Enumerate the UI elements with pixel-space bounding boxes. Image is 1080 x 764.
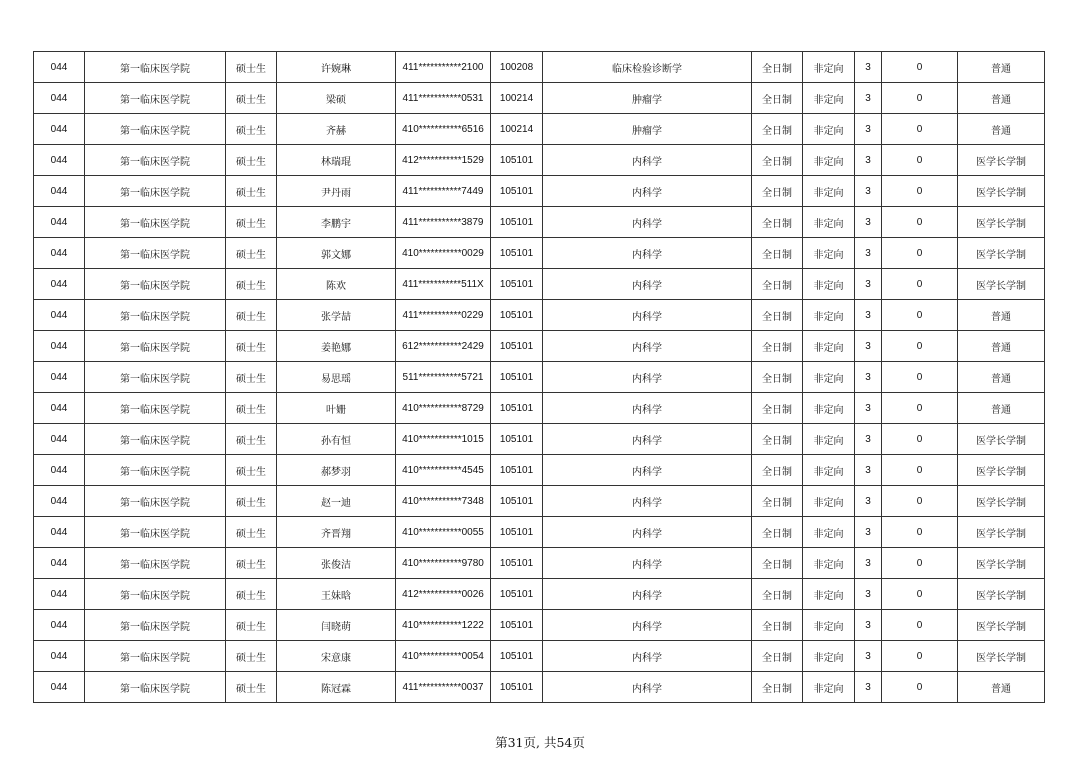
major-code-cell: 100214 bbox=[491, 83, 543, 114]
duration-cell: 3 bbox=[855, 610, 882, 641]
id-number-cell: 410***********0054 bbox=[396, 641, 491, 672]
duration-cell: 3 bbox=[855, 362, 882, 393]
orientation-cell: 非定向 bbox=[803, 114, 855, 145]
major-code-cell: 105101 bbox=[491, 362, 543, 393]
duration-cell: 3 bbox=[855, 486, 882, 517]
major-code-cell: 105101 bbox=[491, 548, 543, 579]
id-number-cell: 411***********0037 bbox=[396, 672, 491, 703]
major-name-cell: 肿瘤学 bbox=[543, 83, 752, 114]
degree-level-cell: 硕士生 bbox=[226, 362, 277, 393]
duration-cell: 3 bbox=[855, 579, 882, 610]
id-number-cell: 410***********0055 bbox=[396, 517, 491, 548]
major-code-cell: 105101 bbox=[491, 207, 543, 238]
id-number-cell: 411***********3879 bbox=[396, 207, 491, 238]
table-row bbox=[34, 486, 1045, 517]
student-name-cell: 张学喆 bbox=[277, 300, 396, 331]
duration-cell: 3 bbox=[855, 176, 882, 207]
table-row bbox=[34, 424, 1045, 455]
degree-level-cell: 硕士生 bbox=[226, 207, 277, 238]
student-name-cell: 齐晋翔 bbox=[277, 517, 396, 548]
college-code-cell: 044 bbox=[34, 176, 85, 207]
student-name-cell: 李鹏宇 bbox=[277, 207, 396, 238]
fee-cell: 0 bbox=[882, 238, 958, 269]
college-code-cell: 044 bbox=[34, 207, 85, 238]
duration-cell: 3 bbox=[855, 83, 882, 114]
degree-level-cell: 硕士生 bbox=[226, 672, 277, 703]
id-number-cell: 412***********0026 bbox=[396, 579, 491, 610]
major-code-cell: 105101 bbox=[491, 517, 543, 548]
table-row bbox=[34, 238, 1045, 269]
college-name-cell: 第一临床医学院 bbox=[85, 579, 226, 610]
student-name-cell: 尹丹雨 bbox=[277, 176, 396, 207]
table-row bbox=[34, 672, 1045, 703]
category-cell: 医学长学制 bbox=[958, 486, 1045, 517]
id-number-cell: 410***********1015 bbox=[396, 424, 491, 455]
id-number-cell: 410***********8729 bbox=[396, 393, 491, 424]
document-sheet bbox=[33, 51, 1044, 703]
college-code-cell: 044 bbox=[34, 548, 85, 579]
category-cell: 普通 bbox=[958, 114, 1045, 145]
degree-level-cell: 硕士生 bbox=[226, 579, 277, 610]
id-number-cell: 410***********4545 bbox=[396, 455, 491, 486]
fee-cell: 0 bbox=[882, 455, 958, 486]
student-name-cell: 王妹晗 bbox=[277, 579, 396, 610]
orientation-cell: 非定向 bbox=[803, 641, 855, 672]
duration-cell: 3 bbox=[855, 672, 882, 703]
major-code-cell: 100208 bbox=[491, 52, 543, 83]
college-code-cell: 044 bbox=[34, 672, 85, 703]
college-code-cell: 044 bbox=[34, 269, 85, 300]
major-name-cell: 内科学 bbox=[543, 300, 752, 331]
orientation-cell: 非定向 bbox=[803, 300, 855, 331]
college-name-cell: 第一临床医学院 bbox=[85, 517, 226, 548]
major-name-cell: 临床检验诊断学 bbox=[543, 52, 752, 83]
category-cell: 医学长学制 bbox=[958, 176, 1045, 207]
orientation-cell: 非定向 bbox=[803, 207, 855, 238]
category-cell: 普通 bbox=[958, 393, 1045, 424]
orientation-cell: 非定向 bbox=[803, 145, 855, 176]
major-code-cell: 105101 bbox=[491, 176, 543, 207]
roster-body bbox=[34, 52, 1045, 703]
id-number-cell: 511***********5721 bbox=[396, 362, 491, 393]
fee-cell: 0 bbox=[882, 114, 958, 145]
category-cell: 普通 bbox=[958, 672, 1045, 703]
college-code-cell: 044 bbox=[34, 52, 85, 83]
table-row bbox=[34, 114, 1045, 145]
category-cell: 医学长学制 bbox=[958, 610, 1045, 641]
category-cell: 普通 bbox=[958, 52, 1045, 83]
id-number-cell: 411***********7449 bbox=[396, 176, 491, 207]
degree-level-cell: 硕士生 bbox=[226, 331, 277, 362]
college-code-cell: 044 bbox=[34, 641, 85, 672]
college-name-cell: 第一临床医学院 bbox=[85, 362, 226, 393]
study-mode-cell: 全日制 bbox=[752, 269, 803, 300]
table-row bbox=[34, 300, 1045, 331]
orientation-cell: 非定向 bbox=[803, 362, 855, 393]
category-cell: 普通 bbox=[958, 83, 1045, 114]
study-mode-cell: 全日制 bbox=[752, 362, 803, 393]
major-name-cell: 内科学 bbox=[543, 455, 752, 486]
student-name-cell: 赵一迪 bbox=[277, 486, 396, 517]
table-row bbox=[34, 641, 1045, 672]
table-row bbox=[34, 579, 1045, 610]
orientation-cell: 非定向 bbox=[803, 672, 855, 703]
major-name-cell: 内科学 bbox=[543, 641, 752, 672]
student-name-cell: 闫晓萌 bbox=[277, 610, 396, 641]
degree-level-cell: 硕士生 bbox=[226, 424, 277, 455]
orientation-cell: 非定向 bbox=[803, 424, 855, 455]
major-name-cell: 内科学 bbox=[543, 176, 752, 207]
study-mode-cell: 全日制 bbox=[752, 145, 803, 176]
degree-level-cell: 硕士生 bbox=[226, 610, 277, 641]
table-row bbox=[34, 393, 1045, 424]
degree-level-cell: 硕士生 bbox=[226, 176, 277, 207]
degree-level-cell: 硕士生 bbox=[226, 300, 277, 331]
category-cell: 医学长学制 bbox=[958, 207, 1045, 238]
student-name-cell: 叶姗 bbox=[277, 393, 396, 424]
student-name-cell: 郭文娜 bbox=[277, 238, 396, 269]
college-name-cell: 第一临床医学院 bbox=[85, 207, 226, 238]
major-name-cell: 肿瘤学 bbox=[543, 114, 752, 145]
degree-level-cell: 硕士生 bbox=[226, 52, 277, 83]
table-row bbox=[34, 269, 1045, 300]
fee-cell: 0 bbox=[882, 641, 958, 672]
degree-level-cell: 硕士生 bbox=[226, 548, 277, 579]
college-name-cell: 第一临床医学院 bbox=[85, 672, 226, 703]
id-number-cell: 410***********1222 bbox=[396, 610, 491, 641]
category-cell: 医学长学制 bbox=[958, 145, 1045, 176]
fee-cell: 0 bbox=[882, 145, 958, 176]
study-mode-cell: 全日制 bbox=[752, 331, 803, 362]
table-row bbox=[34, 331, 1045, 362]
table-row bbox=[34, 52, 1045, 83]
college-code-cell: 044 bbox=[34, 579, 85, 610]
major-name-cell: 内科学 bbox=[543, 424, 752, 455]
major-code-cell: 105101 bbox=[491, 238, 543, 269]
college-code-cell: 044 bbox=[34, 424, 85, 455]
college-code-cell: 044 bbox=[34, 145, 85, 176]
table-row bbox=[34, 517, 1045, 548]
study-mode-cell: 全日制 bbox=[752, 207, 803, 238]
table-row bbox=[34, 610, 1045, 641]
id-number-cell: 411***********511X bbox=[396, 269, 491, 300]
id-number-cell: 612***********2429 bbox=[396, 331, 491, 362]
major-name-cell: 内科学 bbox=[543, 331, 752, 362]
major-name-cell: 内科学 bbox=[543, 486, 752, 517]
student-name-cell: 郝梦羽 bbox=[277, 455, 396, 486]
duration-cell: 3 bbox=[855, 641, 882, 672]
degree-level-cell: 硕士生 bbox=[226, 269, 277, 300]
duration-cell: 3 bbox=[855, 52, 882, 83]
student-name-cell: 陈欢 bbox=[277, 269, 396, 300]
duration-cell: 3 bbox=[855, 331, 882, 362]
student-name-cell: 梁硕 bbox=[277, 83, 396, 114]
college-code-cell: 044 bbox=[34, 486, 85, 517]
college-name-cell: 第一临床医学院 bbox=[85, 114, 226, 145]
study-mode-cell: 全日制 bbox=[752, 548, 803, 579]
student-name-cell: 许婉琳 bbox=[277, 52, 396, 83]
major-code-cell: 105101 bbox=[491, 145, 543, 176]
college-name-cell: 第一临床医学院 bbox=[85, 393, 226, 424]
study-mode-cell: 全日制 bbox=[752, 424, 803, 455]
category-cell: 医学长学制 bbox=[958, 269, 1045, 300]
college-name-cell: 第一临床医学院 bbox=[85, 269, 226, 300]
id-number-cell: 411***********0531 bbox=[396, 83, 491, 114]
student-name-cell: 林瑞琨 bbox=[277, 145, 396, 176]
degree-level-cell: 硕士生 bbox=[226, 455, 277, 486]
id-number-cell: 410***********6516 bbox=[396, 114, 491, 145]
degree-level-cell: 硕士生 bbox=[226, 517, 277, 548]
student-name-cell: 陈冠霖 bbox=[277, 672, 396, 703]
id-number-cell: 410***********9780 bbox=[396, 548, 491, 579]
duration-cell: 3 bbox=[855, 145, 882, 176]
major-name-cell: 内科学 bbox=[543, 362, 752, 393]
fee-cell: 0 bbox=[882, 207, 958, 238]
college-name-cell: 第一临床医学院 bbox=[85, 238, 226, 269]
major-code-cell: 105101 bbox=[491, 672, 543, 703]
major-name-cell: 内科学 bbox=[543, 610, 752, 641]
college-code-cell: 044 bbox=[34, 393, 85, 424]
id-number-cell: 410***********7348 bbox=[396, 486, 491, 517]
major-code-cell: 105101 bbox=[491, 455, 543, 486]
orientation-cell: 非定向 bbox=[803, 548, 855, 579]
orientation-cell: 非定向 bbox=[803, 331, 855, 362]
study-mode-cell: 全日制 bbox=[752, 393, 803, 424]
major-code-cell: 105101 bbox=[491, 424, 543, 455]
fee-cell: 0 bbox=[882, 52, 958, 83]
id-number-cell: 410***********0029 bbox=[396, 238, 491, 269]
college-name-cell: 第一临床医学院 bbox=[85, 83, 226, 114]
orientation-cell: 非定向 bbox=[803, 238, 855, 269]
orientation-cell: 非定向 bbox=[803, 486, 855, 517]
duration-cell: 3 bbox=[855, 114, 882, 145]
student-name-cell: 孙有恒 bbox=[277, 424, 396, 455]
orientation-cell: 非定向 bbox=[803, 269, 855, 300]
college-code-cell: 044 bbox=[34, 83, 85, 114]
college-code-cell: 044 bbox=[34, 517, 85, 548]
major-code-cell: 105101 bbox=[491, 641, 543, 672]
major-code-cell: 105101 bbox=[491, 269, 543, 300]
study-mode-cell: 全日制 bbox=[752, 455, 803, 486]
fee-cell: 0 bbox=[882, 424, 958, 455]
study-mode-cell: 全日制 bbox=[752, 176, 803, 207]
college-name-cell: 第一临床医学院 bbox=[85, 486, 226, 517]
major-name-cell: 内科学 bbox=[543, 517, 752, 548]
major-code-cell: 100214 bbox=[491, 114, 543, 145]
study-mode-cell: 全日制 bbox=[752, 517, 803, 548]
fee-cell: 0 bbox=[882, 362, 958, 393]
college-name-cell: 第一临床医学院 bbox=[85, 610, 226, 641]
category-cell: 医学长学制 bbox=[958, 424, 1045, 455]
major-code-cell: 105101 bbox=[491, 300, 543, 331]
orientation-cell: 非定向 bbox=[803, 455, 855, 486]
study-mode-cell: 全日制 bbox=[752, 579, 803, 610]
student-name-cell: 齐赫 bbox=[277, 114, 396, 145]
study-mode-cell: 全日制 bbox=[752, 610, 803, 641]
duration-cell: 3 bbox=[855, 238, 882, 269]
degree-level-cell: 硕士生 bbox=[226, 641, 277, 672]
orientation-cell: 非定向 bbox=[803, 579, 855, 610]
college-code-cell: 044 bbox=[34, 455, 85, 486]
fee-cell: 0 bbox=[882, 269, 958, 300]
major-name-cell: 内科学 bbox=[543, 548, 752, 579]
category-cell: 医学长学制 bbox=[958, 641, 1045, 672]
college-name-cell: 第一临床医学院 bbox=[85, 52, 226, 83]
degree-level-cell: 硕士生 bbox=[226, 238, 277, 269]
study-mode-cell: 全日制 bbox=[752, 52, 803, 83]
college-name-cell: 第一临床医学院 bbox=[85, 548, 226, 579]
study-mode-cell: 全日制 bbox=[752, 300, 803, 331]
orientation-cell: 非定向 bbox=[803, 52, 855, 83]
fee-cell: 0 bbox=[882, 300, 958, 331]
orientation-cell: 非定向 bbox=[803, 517, 855, 548]
study-mode-cell: 全日制 bbox=[752, 83, 803, 114]
category-cell: 医学长学制 bbox=[958, 238, 1045, 269]
id-number-cell: 412***********1529 bbox=[396, 145, 491, 176]
fee-cell: 0 bbox=[882, 579, 958, 610]
duration-cell: 3 bbox=[855, 300, 882, 331]
major-code-cell: 105101 bbox=[491, 579, 543, 610]
study-mode-cell: 全日制 bbox=[752, 672, 803, 703]
duration-cell: 3 bbox=[855, 455, 882, 486]
category-cell: 普通 bbox=[958, 331, 1045, 362]
major-name-cell: 内科学 bbox=[543, 672, 752, 703]
orientation-cell: 非定向 bbox=[803, 176, 855, 207]
college-name-cell: 第一临床医学院 bbox=[85, 424, 226, 455]
college-code-cell: 044 bbox=[34, 238, 85, 269]
table-row bbox=[34, 145, 1045, 176]
college-code-cell: 044 bbox=[34, 362, 85, 393]
duration-cell: 3 bbox=[855, 424, 882, 455]
page-number: 第31页, 共54页 bbox=[495, 735, 585, 750]
college-name-cell: 第一临床医学院 bbox=[85, 641, 226, 672]
id-number-cell: 411***********2100 bbox=[396, 52, 491, 83]
student-roster-table bbox=[33, 51, 1045, 703]
study-mode-cell: 全日制 bbox=[752, 486, 803, 517]
fee-cell: 0 bbox=[882, 672, 958, 703]
duration-cell: 3 bbox=[855, 269, 882, 300]
fee-cell: 0 bbox=[882, 548, 958, 579]
college-name-cell: 第一临床医学院 bbox=[85, 145, 226, 176]
college-code-cell: 044 bbox=[34, 114, 85, 145]
fee-cell: 0 bbox=[882, 83, 958, 114]
table-row bbox=[34, 455, 1045, 486]
college-code-cell: 044 bbox=[34, 331, 85, 362]
major-name-cell: 内科学 bbox=[543, 579, 752, 610]
study-mode-cell: 全日制 bbox=[752, 238, 803, 269]
major-code-cell: 105101 bbox=[491, 393, 543, 424]
table-row bbox=[34, 176, 1045, 207]
major-name-cell: 内科学 bbox=[543, 145, 752, 176]
duration-cell: 3 bbox=[855, 207, 882, 238]
study-mode-cell: 全日制 bbox=[752, 114, 803, 145]
degree-level-cell: 硕士生 bbox=[226, 83, 277, 114]
major-name-cell: 内科学 bbox=[543, 393, 752, 424]
degree-level-cell: 硕士生 bbox=[226, 393, 277, 424]
major-code-cell: 105101 bbox=[491, 486, 543, 517]
table-row bbox=[34, 83, 1045, 114]
table-row bbox=[34, 548, 1045, 579]
college-name-cell: 第一临床医学院 bbox=[85, 300, 226, 331]
category-cell: 医学长学制 bbox=[958, 579, 1045, 610]
category-cell: 医学长学制 bbox=[958, 517, 1045, 548]
duration-cell: 3 bbox=[855, 517, 882, 548]
degree-level-cell: 硕士生 bbox=[226, 486, 277, 517]
student-name-cell: 张俊洁 bbox=[277, 548, 396, 579]
student-name-cell: 宋意康 bbox=[277, 641, 396, 672]
table-row bbox=[34, 362, 1045, 393]
duration-cell: 3 bbox=[855, 393, 882, 424]
college-name-cell: 第一临床医学院 bbox=[85, 455, 226, 486]
degree-level-cell: 硕士生 bbox=[226, 114, 277, 145]
fee-cell: 0 bbox=[882, 610, 958, 641]
duration-cell: 3 bbox=[855, 548, 882, 579]
major-code-cell: 105101 bbox=[491, 610, 543, 641]
orientation-cell: 非定向 bbox=[803, 610, 855, 641]
student-name-cell: 姜艳娜 bbox=[277, 331, 396, 362]
category-cell: 普通 bbox=[958, 362, 1045, 393]
fee-cell: 0 bbox=[882, 486, 958, 517]
major-name-cell: 内科学 bbox=[543, 269, 752, 300]
table-row bbox=[34, 207, 1045, 238]
major-name-cell: 内科学 bbox=[543, 207, 752, 238]
college-code-cell: 044 bbox=[34, 610, 85, 641]
category-cell: 医学长学制 bbox=[958, 548, 1045, 579]
orientation-cell: 非定向 bbox=[803, 393, 855, 424]
major-code-cell: 105101 bbox=[491, 331, 543, 362]
category-cell: 医学长学制 bbox=[958, 455, 1045, 486]
degree-level-cell: 硕士生 bbox=[226, 145, 277, 176]
study-mode-cell: 全日制 bbox=[752, 641, 803, 672]
college-code-cell: 044 bbox=[34, 300, 85, 331]
college-name-cell: 第一临床医学院 bbox=[85, 331, 226, 362]
student-name-cell: 易思瑶 bbox=[277, 362, 396, 393]
orientation-cell: 非定向 bbox=[803, 83, 855, 114]
fee-cell: 0 bbox=[882, 517, 958, 548]
college-name-cell: 第一临床医学院 bbox=[85, 176, 226, 207]
fee-cell: 0 bbox=[882, 393, 958, 424]
fee-cell: 0 bbox=[882, 176, 958, 207]
category-cell: 普通 bbox=[958, 300, 1045, 331]
fee-cell: 0 bbox=[882, 331, 958, 362]
major-name-cell: 内科学 bbox=[543, 238, 752, 269]
id-number-cell: 411***********0229 bbox=[396, 300, 491, 331]
